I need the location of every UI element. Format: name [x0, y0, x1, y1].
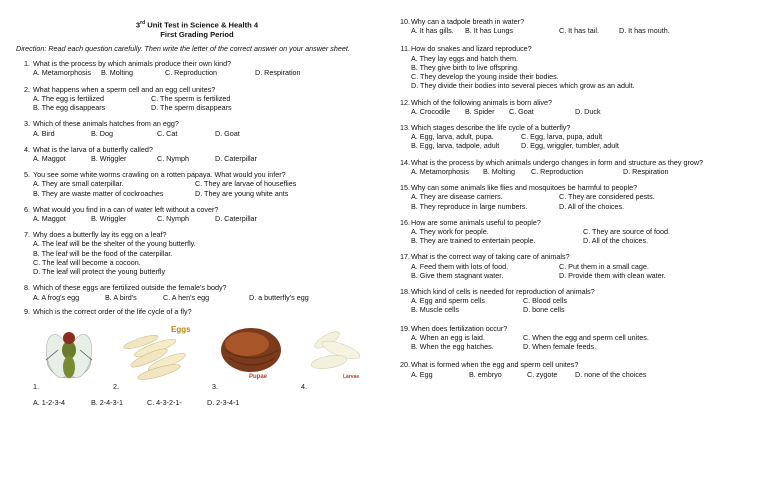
question-options — [16, 398, 378, 407]
question-stem: What would you find in a can of water left without a cover? — [33, 204, 219, 214]
option: D. It has mouth. — [619, 26, 670, 36]
option: D. Respiration — [623, 166, 669, 176]
question-stem: Which stages describe the life cycle of a butterfly? — [411, 122, 571, 132]
option: B. Molting — [101, 68, 133, 78]
question-2: 2. What happens when a sperm cell and an egg cell unites? A. The egg is fertilized C. The sperm is fertilized B. The egg disappears D. The sperm disappears — [16, 85, 378, 113]
option: D. All of the choices. — [559, 201, 625, 211]
option: B. A bird's — [105, 292, 137, 302]
eggs-caption: Eggs — [171, 325, 191, 334]
right-question-list — [396, 17, 754, 379]
question-5: 5. You see some white worms crawling on a rotten papaya. What would you infer? A. They are small caterpillar. C. They are larvae of houseflies B. They are waste matter of cockroaches D. They are young white ants — [16, 170, 378, 198]
option: D. They divide their bodies into several pieces which grow as an adult. — [411, 81, 635, 91]
question-1: 1. What is the process by which animals produce their own kind? A. Metamorphosis B. Molting C. Reproduction D. Respiration — [16, 59, 378, 77]
fly-larvae-image — [305, 320, 369, 382]
question-stem: What is formed when the egg and sperm cell unites? — [411, 360, 579, 370]
option: D. 2-3-4-1 — [207, 398, 240, 407]
question-options — [396, 262, 754, 280]
question-options — [396, 192, 754, 210]
question-stem: Which of these animals hatches from an egg? — [33, 119, 179, 129]
option: C. Reproduction — [531, 166, 583, 176]
option: B. Molting — [483, 166, 515, 176]
option: D. Respiration — [255, 68, 301, 78]
question-options — [396, 107, 754, 116]
question-options — [16, 239, 378, 276]
question-12: 12. Which of the following animals is born alive? A. Crocodile B. Spider C. Goat D. Duck — [396, 98, 754, 116]
option: D. They are young white ants — [195, 188, 289, 198]
option: A. Bird — [33, 128, 55, 138]
image-label-1: 1. — [33, 382, 39, 391]
option: B. embryo — [469, 369, 502, 379]
fly-eggs-image — [119, 320, 191, 380]
question-9: 9. Which is the correct order of the life cycle of a fly? 1. Eggs 2. Pupae 3. Larvae 4. A. 1-2-3-4 B. 2-4-3-1 C. 4-3-2-1- D. 2-3-4-1 — [16, 307, 378, 407]
option: A. 1-2-3-4 — [33, 398, 65, 407]
option: A. Crocodile — [411, 106, 451, 116]
option: C. Egg, larva, pupa, adult — [521, 132, 603, 142]
question-options — [396, 296, 754, 314]
option: D. bone cells — [523, 305, 565, 315]
question-4: 4. What is the larva of a butterfly called? A. Maggot B. Wriggler C. Nymph D. Caterpillar — [16, 145, 378, 163]
option: C. They are larvae of houseflies — [195, 179, 297, 189]
question-15: 15. Why can some animals like flies and mosquitoes be harmful to people? A. They are disease carriers. C. They are considered pests. B. They reproduce in large numbers. D. All of the choices. — [396, 183, 754, 211]
option: A. They lay eggs and hatch them. — [411, 53, 518, 63]
question-options — [16, 214, 378, 223]
option: C. A hen's egg — [163, 292, 210, 302]
option: D. When female feeds. — [523, 342, 597, 352]
question-options — [16, 94, 378, 112]
question-stem: Why can a tadpole breath in water? — [411, 17, 525, 26]
option: A. They are disease carriers. — [411, 192, 503, 202]
option: D. The leaf will protect the young butterfly — [33, 267, 166, 277]
life-cycle-images — [33, 320, 378, 390]
option: C. It has tail. — [559, 26, 599, 36]
option: C. Blood cells — [523, 296, 567, 306]
question-options — [396, 370, 754, 379]
option: B. Wriggler — [91, 153, 127, 163]
question-stem: Which kind of cells is needed for reproduction of animals? — [411, 287, 595, 297]
option: A. Metamorphosis — [411, 166, 469, 176]
option: C. Put them in a small cage. — [559, 261, 649, 271]
option: C. 4-3-2-1- — [147, 398, 182, 407]
option: C. When the egg and sperm cell unites. — [523, 332, 649, 342]
option: B. 2-4-3-1 — [91, 398, 123, 407]
question-7: 7. Why does a butterfly lay its egg on a leaf? A. The leaf will be the shelter of the young butterfly. B. The leaf will be the food of the caterpillar. C. The leaf will become a cocoon. D. The leaf will protect the young butterfly — [16, 230, 378, 276]
question-6: 6. What would you find in a can of water left without a cover? A. Maggot B. Wriggler C. Nymph D. Caterpillar — [16, 205, 378, 223]
option: A. It has gills. — [411, 26, 454, 36]
image-label-3: 3. — [212, 382, 218, 391]
option: C. They are considered pests. — [559, 192, 655, 202]
option: A. Maggot — [33, 214, 66, 224]
option: A. The egg is fertilized — [33, 93, 104, 103]
image-label-2: 2. — [113, 382, 119, 391]
left-question-list — [16, 59, 378, 302]
option: B. Wriggler — [91, 214, 127, 224]
option: B. Dog — [91, 128, 113, 138]
directions: Direction: Read each question carefully. Then write the letter of the correct answer on your answer sheet. — [16, 43, 350, 53]
question-10: 10. Why can a tadpole breath in water? A. It has gills. B. It has Lungs C. It has tail. D. It has mouth. — [396, 17, 754, 35]
option: D. Goat — [215, 128, 240, 138]
option: B. They are trained to entertain people. — [411, 236, 536, 246]
question-stem: What is the process by which animals undergo changes in form and structure as they grow? — [411, 157, 704, 167]
option: C. Nymph — [157, 153, 189, 163]
option: A. They are small caterpillar. — [33, 179, 124, 189]
question-stem: Which is the correct order of the life cycle of a fly? — [33, 306, 192, 316]
question-options — [396, 26, 754, 35]
option: D. The sperm disappears — [151, 103, 232, 113]
question-options — [16, 293, 378, 302]
option: A. Feed them with lots of food. — [411, 261, 509, 271]
pupae-caption: Pupae — [249, 374, 268, 380]
option: D. none of the choices — [575, 369, 647, 379]
question-stem: How are some animals useful to people? — [411, 217, 541, 227]
question-options — [16, 154, 378, 163]
option: D. Duck — [575, 106, 601, 116]
question-options — [396, 333, 754, 351]
option: A. Metamorphosis — [33, 68, 91, 78]
option: A. The leaf will be the shelter of the young butterfly. — [33, 239, 196, 249]
option: B. When the egg hatches. — [411, 342, 494, 352]
question-stem: What is the process by which animals produce their own kind? — [33, 59, 232, 69]
option: C. They develop the young inside their bodies. — [411, 72, 559, 82]
question-options — [396, 167, 754, 176]
right-column — [396, 0, 754, 379]
option: C. The leaf will become a cocoon. — [33, 257, 141, 267]
question-options — [396, 227, 754, 245]
question-options — [16, 179, 378, 197]
question-16: 16. How are some animals useful to people? A. They work for people. C. They are source of food. B. They are trained to entertain people. D. All of the choices. — [396, 218, 754, 246]
option: B. They reproduce in large numbers. — [411, 201, 528, 211]
option: B. The egg disappears — [33, 103, 106, 113]
option: C. They are source of food. — [583, 226, 670, 236]
option: A. They work for people. — [411, 226, 489, 236]
option: D. a butterfly's egg — [249, 292, 309, 302]
question-18: 18. Which kind of cells is needed for reproduction of animals? A. Egg and sperm cells C. Blood cells B. Muscle cells D. bone cells — [396, 287, 754, 315]
option: B. The leaf will be the food of the caterpillar. — [33, 248, 173, 258]
question-options — [396, 54, 754, 91]
option: A. Egg and sperm cells — [411, 296, 485, 306]
question-11: 11. How do snakes and lizard reproduce? A. They lay eggs and hatch them. B. They give birth to live offspring. C. They develop the young inside their bodies. D. They divide their bodies into several pieces which grow as an adult. — [396, 44, 754, 90]
option: C. Goat — [509, 106, 534, 116]
question-20: 20. What is formed when the egg and sperm cell unites? A. Egg B. embryo C. zygote D. none of the choices — [396, 360, 754, 378]
option: C. zygote — [527, 369, 558, 379]
option: A. Egg, larva, adult, pupa. — [411, 132, 494, 142]
option: B. Egg, larva, tadpole, adult — [411, 141, 500, 151]
option: B. They give birth to live offspring. — [411, 62, 520, 72]
fly-pupa-image — [217, 320, 287, 382]
option: D. Caterpillar — [215, 153, 257, 163]
question-17: 17. What is the correct way of taking care of animals? A. Feed them with lots of food. C. Put them in a small cage. B. Give them stagnant water. D. Provide them with clean water. — [396, 252, 754, 280]
question-stem: Which of the following animals is born alive? — [411, 97, 553, 107]
option: A. Egg — [411, 369, 433, 379]
question-stem: What is the correct way of taking care of animals? — [411, 252, 570, 262]
question-stem: You see some white worms crawling on a rotten papaya. What would you infer? — [33, 170, 286, 180]
question-8: 8. Which of these eggs are fertilized outside the female's body? A. A frog's egg B. A bird's C. A hen's egg D. a butterfly's egg — [16, 283, 378, 301]
larvae-caption: Larvae — [343, 374, 360, 380]
option: A. When an egg is laid. — [411, 332, 485, 342]
option: C. Nymph — [157, 214, 189, 224]
option: D. All of the choices. — [583, 236, 649, 246]
question-stem: Why can some animals like flies and mosquitoes be harmful to people? — [411, 183, 638, 193]
option: D. Caterpillar — [215, 214, 257, 224]
question-3: 3. Which of these animals hatches from an egg? A. Bird B. Dog C. Cat D. Goat — [16, 119, 378, 137]
test-subtitle: First Grading Period — [160, 30, 234, 40]
question-13: 13. Which stages describe the life cycle of a butterfly? A. Egg, larva, adult, pupa. C. Egg, larva, pupa, adult B. Egg, larva, tadpole, adult D. Egg, wriggler, tumbler, adult — [396, 123, 754, 151]
option: B. Spider — [465, 106, 495, 116]
option: D. Provide them with clean water. — [559, 270, 666, 280]
option: A. Maggot — [33, 153, 66, 163]
question-stem: Why does a butterfly lay its egg on a leaf? — [33, 230, 167, 240]
option: B. Give them stagnant water. — [411, 270, 504, 280]
question-stem: What happens when a sperm cell and an egg cell unites? — [33, 84, 216, 94]
left-column — [16, 0, 378, 407]
option: A. A frog's egg — [33, 292, 80, 302]
question-14: 14. What is the process by which animals undergo changes in form and structure as they grow? A. Metamorphosis B. Molting C. Reproduction D. Respiration — [396, 158, 754, 176]
question-options — [396, 132, 754, 150]
option: C. The sperm is fertilized — [151, 93, 231, 103]
option: B. Muscle cells — [411, 305, 459, 315]
option: B. They are waste matter of cockroaches — [33, 188, 164, 198]
question-stem: Which of these eggs are fertilized outside the female's body? — [33, 283, 227, 293]
option: C. Cat — [157, 128, 178, 138]
option: D. Egg, wriggler, tumbler, adult — [521, 141, 619, 151]
question-stem: How do snakes and lizard reproduce? — [411, 44, 532, 54]
question-options — [16, 68, 378, 77]
question-19: 19. When does fertilization occur? A. When an egg is laid. C. When the egg and sperm cell unites. B. When the egg hatches. D. When female feeds. — [396, 324, 754, 352]
adult-fly-image — [38, 320, 100, 386]
question-options — [16, 129, 378, 138]
option: B. It has Lungs — [465, 26, 513, 36]
option: C. Reproduction — [165, 68, 217, 78]
question-stem: What is the larva of a butterfly called? — [33, 144, 153, 154]
question-stem: When does fertilization occur? — [411, 323, 508, 333]
test-title: 3rd Unit Test in Science & Health 4 — [135, 20, 259, 30]
image-label-4: 4. — [301, 382, 307, 391]
